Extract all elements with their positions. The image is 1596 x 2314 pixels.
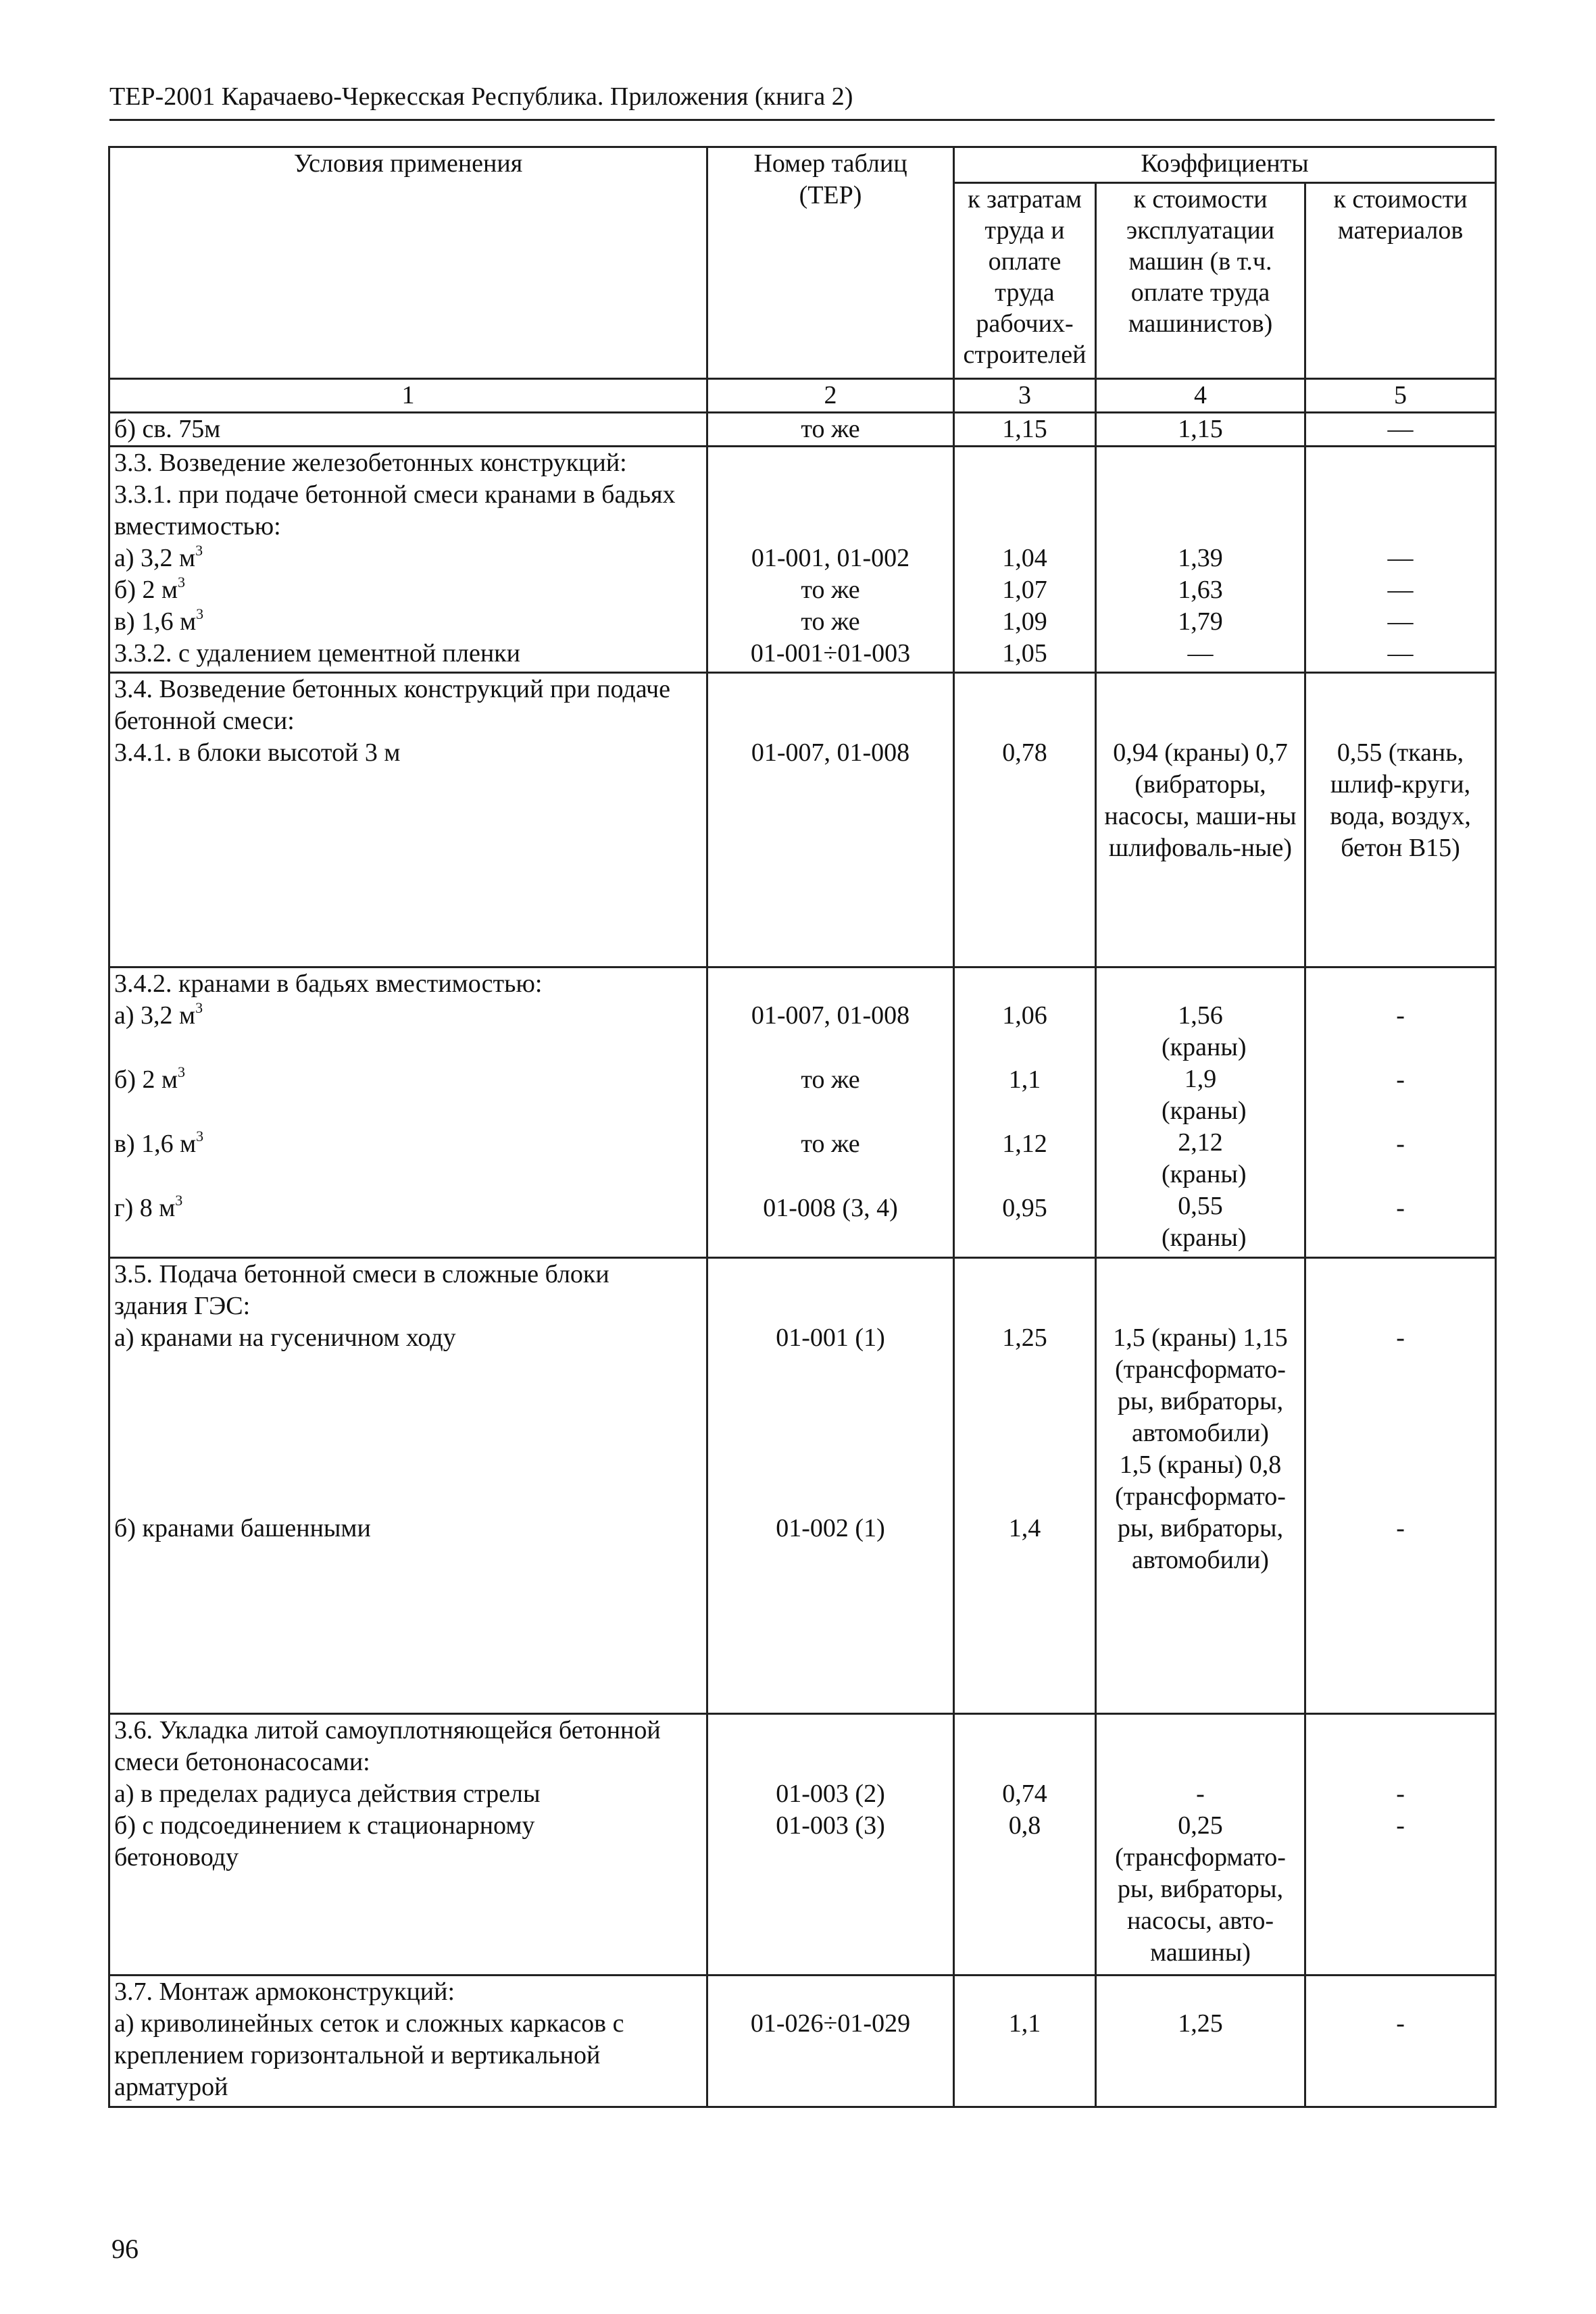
row-machines: 0,55 (краны) — [1162, 1192, 1247, 1252]
row-materials: — — [1387, 544, 1414, 572]
col-number-3: 3 — [954, 379, 1096, 413]
row-materials: - — [1396, 1811, 1405, 1840]
row-table-number: 01-002 (1) — [776, 1514, 885, 1542]
row-labor: 0,95 — [1002, 1194, 1047, 1222]
row-materials: - — [1396, 1780, 1405, 1808]
row-machines: 1,79 — [1178, 607, 1223, 636]
row-text: б) св. 75м — [114, 415, 221, 443]
row-materials: - — [1396, 1514, 1405, 1542]
row-machines: 1,5 (краны) 0,8 (трансформато-ры, вибраторы, автомобили) — [1115, 1451, 1286, 1574]
row-table-number: то же — [801, 607, 860, 636]
table-row — [109, 413, 1496, 447]
row-labor: 1,07 — [1002, 576, 1047, 604]
row-materials: - — [1396, 2009, 1405, 2038]
row-table-number: 01-001 (1) — [776, 1324, 885, 1352]
row-labor: 1,25 — [1002, 1324, 1047, 1352]
row-table-number: 01-026÷01-029 — [750, 2009, 911, 2038]
row-labor: 1,05 — [1002, 639, 1047, 668]
row-table-number: 01-001÷01-003 — [750, 639, 911, 668]
row-materials: - — [1396, 1001, 1405, 1030]
row-text: б) 2 $м^3$ — [114, 574, 186, 604]
table-section — [109, 1258, 1496, 1714]
table-section — [109, 1976, 1496, 2107]
row-table-number: 01-003 (3) — [776, 1811, 885, 1840]
row-materials: — — [1387, 415, 1414, 443]
col-number-4: 4 — [1096, 379, 1305, 413]
row-materials: - — [1396, 1194, 1405, 1222]
row-materials: — — [1387, 639, 1414, 668]
row-materials: — — [1387, 576, 1414, 604]
row-labor: 0,74 — [1002, 1780, 1047, 1808]
subsection-title: 3.3.1. при подаче бетонной смеси кранами в бадьях вместимостью: — [114, 480, 676, 540]
col-header-table-number: Номер таблиц (ТЕР) — [707, 147, 954, 379]
row-text: 3.3.2. с удалением цементной пленки — [114, 639, 520, 668]
row-table-number: 01-008 (3, 4) — [763, 1194, 898, 1222]
row-labor: 1,4 — [1008, 1514, 1041, 1542]
row-text: б) 2 $м^3$ — [114, 1063, 186, 1094]
row-machines: - — [1196, 1780, 1205, 1808]
row-materials: - — [1396, 1324, 1405, 1352]
section-title: 3.4. Возведение бетонных конструкций при подаче бетонной смеси: — [114, 675, 671, 735]
row-text: г) 8 $м^3$ — [114, 1192, 183, 1222]
col-header-machines: к стоимости эксплуатации машин (в т.ч. оплате труда машинистов) — [1096, 183, 1305, 379]
row-table-number: 01-001, 01-002 — [751, 544, 910, 572]
row-labor: 1,1 — [1008, 1065, 1041, 1094]
subsection-title: 3.4.2. кранами в бадьях вместимостью: — [114, 970, 543, 998]
section-title: 3.7. Монтаж армоконструкций: — [114, 1978, 455, 2006]
row-labor: 0,78 — [1002, 738, 1047, 767]
section-title: 3.3. Возведение железобетонных конструкций: — [114, 449, 627, 477]
row-table-number: то же — [801, 415, 860, 443]
row-text: в) 1,6 $м^3$ — [114, 1128, 204, 1158]
col-header-materials: к стоимости материалов — [1305, 183, 1496, 379]
row-machines: 1,63 — [1178, 576, 1223, 604]
row-materials: - — [1396, 1065, 1405, 1094]
row-machines: 1,56 (краны) — [1162, 1001, 1247, 1061]
section-title: 3.5. Подача бетонной смеси в сложные блоки здания ГЭС: — [114, 1260, 609, 1320]
col-number-1: 1 — [109, 379, 707, 413]
col-header-coefficients: Коэффициенты — [954, 147, 1496, 183]
col-number-5: 5 — [1305, 379, 1496, 413]
coefficients-table — [108, 146, 1497, 2108]
row-table-number: то же — [801, 1130, 860, 1158]
row-text: а) кранами на гусеничном ходу — [114, 1324, 456, 1352]
row-machines: — — [1187, 639, 1214, 668]
table-section — [109, 673, 1496, 967]
row-materials: 0,55 (ткань, шлиф-круги, вода, воздух, бетон В15) — [1330, 738, 1471, 862]
row-text: б) кранами башенными — [114, 1514, 371, 1542]
row-text: б) с подсоединением к стационарному бетоноводу — [114, 1811, 535, 1871]
row-text: 3.4.1. в блоки высотой 3 м — [114, 738, 401, 767]
row-machines: 1,25 — [1178, 2009, 1223, 2038]
row-machines: 0,25 (трансформато-ры, вибраторы, насосы, авто-машины) — [1115, 1811, 1286, 1967]
row-machines: 0,94 (краны) 0,7 (вибраторы, насосы, маши-ны шлифоваль-ные) — [1104, 738, 1297, 862]
row-text: а) в пределах радиуса действия стрелы — [114, 1780, 541, 1808]
col-number-2: 2 — [707, 379, 954, 413]
row-text: а) 3,2 $м^3$ — [114, 999, 203, 1030]
row-materials: — — [1387, 607, 1414, 636]
row-materials: - — [1396, 1130, 1405, 1158]
row-machines: 1,15 — [1178, 415, 1223, 443]
row-machines: 1,9 (краны) — [1162, 1065, 1247, 1125]
row-text: а) 3,2 $м^3$ — [114, 542, 203, 572]
col-header-labor: к затратам труда и оплате труда рабочих-строителей — [954, 183, 1096, 379]
row-labor: 1,15 — [1002, 415, 1047, 443]
table-section — [109, 1714, 1496, 1976]
row-labor: 1,06 — [1002, 1001, 1047, 1030]
row-table-number: то же — [801, 1065, 860, 1094]
row-machines: 1,39 — [1178, 544, 1223, 572]
row-labor: 1,12 — [1002, 1130, 1047, 1158]
header-rule — [109, 119, 1495, 121]
row-labor: 1,04 — [1002, 544, 1047, 572]
document-header: ТЕР-2001 Карачаево-Черкесская Республика. Приложения (книга 2) — [109, 82, 853, 111]
row-labor: 1,1 — [1008, 2009, 1041, 2038]
row-machines: 2,12 (краны) — [1162, 1128, 1247, 1188]
row-labor: 0,8 — [1008, 1811, 1041, 1840]
row-machines: 1,5 (краны) 1,15 (трансформато-ры, вибраторы, автомобили) — [1113, 1324, 1288, 1447]
row-text: в) 1,6 $м^3$ — [114, 605, 204, 636]
table-section — [109, 447, 1496, 673]
col-header-conditions: Условия применения — [109, 147, 707, 379]
section-title: 3.6. Укладка литой самоуплотняющейся бетонной смеси бетононасосами: — [114, 1716, 661, 1776]
table-section — [109, 967, 1496, 1258]
row-table-number: 01-003 (2) — [776, 1780, 885, 1808]
row-text: а) криволинейных сеток и сложных каркасов с креплением горизонтальной и вертикальной арматурой — [114, 2009, 624, 2101]
row-table-number: 01-007, 01-008 — [751, 738, 910, 767]
row-table-number: то же — [801, 576, 860, 604]
row-table-number: 01-007, 01-008 — [751, 1001, 910, 1030]
row-labor: 1,09 — [1002, 607, 1047, 636]
page-number: 96 — [111, 2234, 139, 2264]
